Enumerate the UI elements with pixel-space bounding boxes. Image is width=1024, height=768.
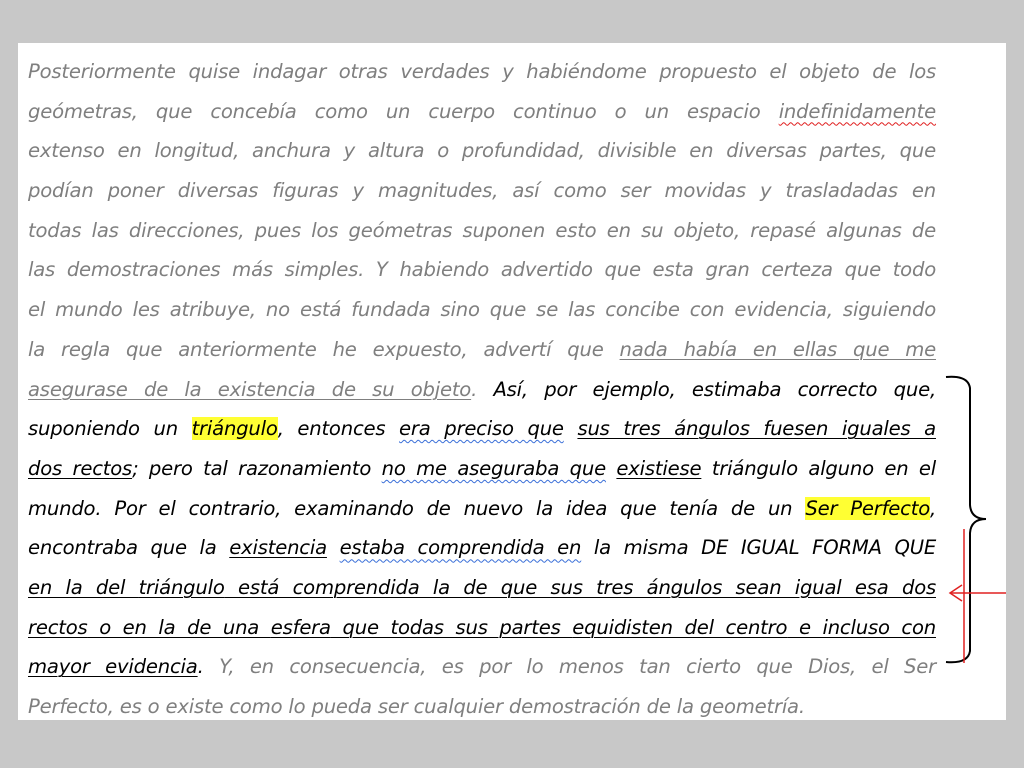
text-segment: triángulo alguno en el [701,456,936,480]
text-segment: o en la de una [87,615,271,639]
text-segment: Perfecto, es o existe como lo pueda ser cualquier demostración de la geometría. [28,695,805,718]
text-segment: equidisten del centro [572,615,788,639]
text-segment: . [197,655,220,679]
text-segment: geómetras, que concebía como un cuerpo continuo o un espacio [28,99,779,123]
text-segment: esfera [270,615,331,639]
text-segment: dos rectos [28,456,133,480]
text-segment: las demostraciones más simples [28,258,359,282]
text-segment: estaba comprendida en [339,536,582,560]
text-segment: ; pero tal razonamiento [132,456,382,480]
text-segment: triángulo [191,417,278,441]
text-segment: Así, por ejemplo, estimaba correcto que, [493,377,936,401]
black-brace [946,377,986,663]
text-segment: indefinidamente [778,99,936,123]
text-segment: nada había en ellas que me [619,337,936,361]
text-segment: sus tres ángulos fuesen iguales a [577,417,936,441]
text-segment: no me aseguraba que [381,456,606,480]
annotation-marks [18,43,1006,720]
text-segment: existencia [229,536,327,560]
text-segment: , entonces [277,417,400,441]
text-segment: existiese [616,456,702,480]
text-segment: todas las direcciones, pues los geómetras suponen esto en su objeto, repasé algunas de [28,218,936,242]
text-segment: . Y habiendo advertido que esta gran certeza que todo [358,258,936,282]
text-segment: encontraba que la [28,536,230,560]
document-page [18,43,1006,720]
text-segment: está comprendida la de que [224,575,551,599]
text-segment: . [471,377,494,401]
text-segment: asegurase de la existencia de su objeto [28,377,472,401]
text-segment: rectos [28,615,88,639]
text-segment: la misma DE IGUAL FORMA QUE [581,536,937,560]
text-segment: mayor evidencia [28,655,198,679]
text-segment: podían poner diversas figuras y magnitudes, así como ser movidas y trasladadas en [28,179,936,203]
text-segment: triángulo [138,575,225,599]
text-segment: sus tres ángulos sean igual esa dos [550,575,936,599]
text-segment: el mundo les atribuye, no está fundada sino que se las concibe con evidencia, siguiendo [28,298,936,322]
text-segment: Y, en consecuencia, es por lo menos tan cierto que Dios, el Ser [219,655,936,679]
text-segment: extenso en longitud, anchura y altura o profundidad, divisible en diversas partes, que [28,139,936,163]
text-segment: que todas sus partes [330,615,573,639]
text-segment: Posteriormente quise indagar otras verdades y habiéndome propuesto el objeto de los [28,60,936,83]
text-segment: era preciso que [399,417,564,441]
text-segment: en la del [28,575,139,599]
text-segment: Ser Perfecto [805,496,930,520]
text-segment: , [929,496,937,520]
text-segment: suponiendo un [28,417,192,441]
text-segment: e incluso con [787,615,936,639]
text-segment: la regla que anteriormente he expuesto, advertí que [28,337,620,361]
text-segment: mundo. Por el contrario, examinando de nuevo la idea que tenía de un [28,496,806,520]
